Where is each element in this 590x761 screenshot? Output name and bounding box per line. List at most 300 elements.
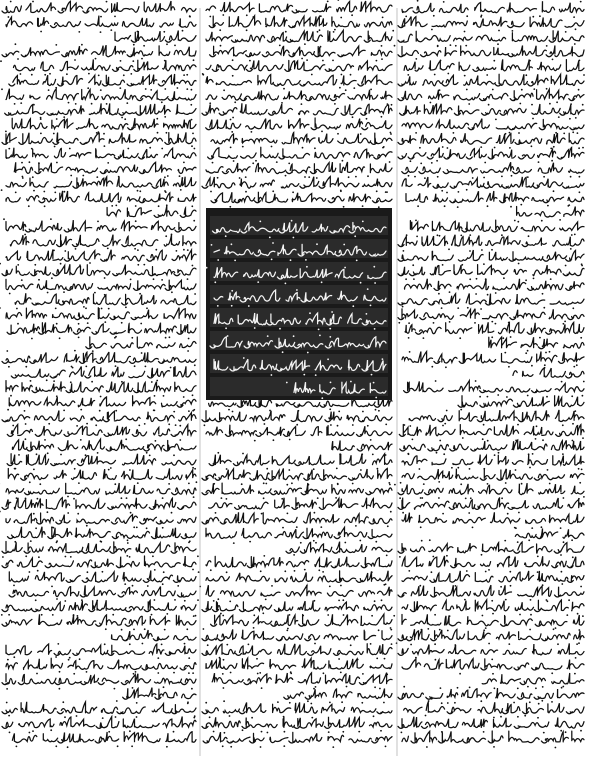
script-dot [572, 556, 574, 558]
script-dot [50, 218, 52, 220]
script-dot [22, 176, 24, 178]
script-dot [537, 717, 539, 719]
script-dot [100, 396, 102, 398]
script-dot [572, 440, 574, 442]
script-dot [220, 613, 222, 615]
script-dot [7, 659, 9, 661]
script-dot [145, 88, 147, 90]
script-dot [408, 337, 410, 339]
script-dot [553, 628, 555, 630]
script-dot [510, 585, 512, 587]
script-dot [104, 643, 106, 645]
script-dot [17, 264, 19, 266]
script-dot [314, 147, 316, 149]
script-dot [487, 294, 489, 296]
script-dot [339, 87, 341, 89]
script-dot [277, 701, 279, 703]
script-dot [313, 468, 315, 470]
script-dot [120, 60, 122, 62]
script-dot [485, 627, 487, 629]
script-dot [165, 337, 167, 339]
script-dot [341, 74, 343, 76]
script-dot [311, 717, 313, 719]
script-dot [543, 176, 545, 178]
script-dot [143, 45, 145, 47]
script-dot [114, 16, 116, 18]
script-dot [374, 600, 376, 602]
script-dot [139, 190, 141, 192]
script-dot [60, 454, 62, 456]
script-dot [550, 148, 552, 150]
script-dot [402, 512, 404, 514]
script-dot [288, 163, 290, 165]
script-dot [2, 556, 4, 558]
script-dot [524, 715, 526, 717]
script-dot [447, 147, 449, 149]
script-dot [255, 160, 257, 162]
script-dot [352, 483, 354, 485]
script-dot [290, 259, 292, 261]
script-dot [543, 307, 545, 309]
script-dot [571, 234, 573, 236]
script-dot [565, 731, 567, 733]
script-dot [390, 627, 392, 629]
script-dot [346, 686, 348, 688]
script-dot [440, 687, 442, 689]
script-dot [580, 586, 582, 588]
script-dot [133, 673, 135, 675]
script-dot [547, 469, 549, 471]
script-dot [306, 266, 308, 268]
script-dot [547, 205, 549, 207]
script-dot [453, 132, 455, 134]
script-dot [551, 701, 553, 703]
script-dot [459, 337, 461, 339]
script-dot [537, 556, 539, 558]
script-dot [308, 176, 310, 178]
script-dot [179, 175, 181, 177]
script-dot [394, 45, 396, 47]
script-dot [340, 672, 342, 674]
script-dot [480, 700, 482, 702]
script-dot [83, 306, 85, 308]
script-dot [226, 468, 228, 470]
script-dot [186, 88, 188, 90]
script-dot [289, 439, 291, 441]
script-dot [147, 585, 149, 587]
script-dot [576, 643, 578, 645]
script-dot [403, 686, 405, 688]
script-dot [408, 322, 410, 324]
script-dot [169, 336, 171, 338]
script-dot [279, 328, 281, 330]
script-dot [281, 102, 283, 104]
script-dot [542, 293, 544, 295]
script-dot [582, 395, 584, 397]
script-dot [525, 279, 527, 281]
script-dot [517, 424, 519, 426]
script-dot [230, 119, 232, 121]
script-dot [156, 380, 158, 382]
script-dot [362, 411, 364, 413]
script-dot [460, 409, 462, 411]
script-dot [87, 87, 89, 89]
script-dot [25, 423, 27, 425]
script-dot [133, 526, 135, 528]
script-dot [338, 658, 340, 660]
script-dot [536, 425, 538, 427]
script-dot [75, 103, 77, 105]
script-dot [309, 312, 311, 314]
pull-quote-band [210, 262, 388, 281]
script-dot [285, 283, 287, 285]
script-dot [538, 161, 540, 163]
script-dot [353, 87, 355, 89]
script-dot [508, 643, 510, 645]
script-dot [217, 305, 219, 307]
script-dot [521, 483, 523, 485]
script-dot [204, 424, 206, 426]
script-dot [310, 703, 312, 705]
script-dot [337, 133, 339, 135]
script-dot [419, 147, 421, 149]
script-dot [8, 715, 10, 717]
script-dot [472, 527, 474, 529]
script-dot [461, 264, 463, 266]
script-dot [482, 615, 484, 617]
script-dot [420, 163, 422, 165]
script-dot [561, 381, 563, 383]
script-dot [249, 541, 251, 543]
script-dot [436, 452, 438, 454]
script-dot [340, 585, 342, 587]
script-dot [38, 279, 40, 281]
script-dot [559, 219, 561, 221]
script-dot [75, 248, 77, 250]
script-dot [577, 132, 579, 134]
script-dot [146, 307, 148, 309]
script-dot [307, 352, 309, 354]
script-dot [327, 614, 329, 616]
script-dot [103, 133, 105, 135]
script-dot [47, 292, 49, 294]
script-dot [438, 497, 440, 499]
script-dot [77, 513, 79, 515]
script-dot [505, 599, 507, 601]
script-dot [291, 220, 293, 222]
script-dot [485, 571, 487, 573]
script-dot [501, 234, 503, 236]
script-dot [20, 73, 22, 75]
script-dot [141, 58, 143, 60]
script-dot [248, 305, 250, 307]
script-dot [315, 374, 317, 376]
script-dot [33, 513, 35, 515]
script-dot [410, 644, 412, 646]
script-dot [563, 133, 565, 135]
script-dot [491, 336, 493, 338]
script-dot [562, 686, 564, 688]
script-dot [161, 148, 163, 150]
script-dot [127, 148, 129, 150]
script-dot [565, 265, 567, 267]
script-dot [166, 204, 168, 206]
script-dot [193, 59, 195, 61]
script-dot [315, 686, 317, 688]
script-dot [167, 175, 169, 177]
script-dot [537, 571, 539, 573]
script-dot [123, 74, 125, 76]
script-dot [194, 364, 196, 366]
script-dot [1, 88, 3, 90]
script-dot [455, 585, 457, 587]
script-dot [327, 358, 329, 360]
script-dot [29, 571, 31, 573]
script-dot [76, 715, 78, 717]
script-dot [319, 29, 321, 31]
script-dot [53, 380, 55, 382]
script-dot [438, 481, 440, 483]
script-dot [222, 673, 224, 675]
script-dot [551, 160, 553, 162]
script-dot [329, 328, 331, 330]
script-dot [229, 715, 231, 717]
script-dot [509, 147, 511, 149]
script-dot [64, 250, 66, 252]
script-dot [183, 162, 185, 164]
script-dot [183, 249, 185, 251]
script-dot [139, 293, 141, 295]
script-dot [434, 643, 436, 645]
script-dot [78, 482, 80, 484]
script-dot [468, 512, 470, 514]
script-dot [362, 221, 364, 223]
script-dot [87, 322, 89, 324]
script-dot [97, 221, 99, 223]
script-dot [267, 335, 269, 337]
pull-quote-band [210, 308, 388, 327]
script-dot [531, 104, 533, 106]
script-dot [251, 131, 253, 133]
script-dot [164, 116, 166, 118]
script-dot [173, 454, 175, 456]
script-dot [426, 746, 428, 748]
script-dot [261, 731, 263, 733]
script-dot [47, 511, 49, 513]
script-dot [400, 482, 402, 484]
script-dot [141, 352, 143, 354]
script-dot [16, 746, 18, 748]
script-dot [136, 702, 138, 704]
script-dot [442, 264, 444, 266]
script-dot [431, 29, 433, 31]
script-dot [210, 191, 212, 193]
script-dot [225, 235, 227, 237]
script-dot [557, 643, 559, 645]
script-dot [350, 74, 352, 76]
script-dot [219, 29, 221, 31]
script-dot [85, 307, 87, 309]
script-dot [510, 336, 512, 338]
script-dot [514, 220, 516, 222]
script-dot [481, 15, 483, 17]
script-dot [104, 277, 106, 279]
script-dot [407, 453, 409, 455]
script-dot [572, 131, 574, 133]
script-dot [188, 483, 190, 485]
script-dot [158, 205, 160, 207]
script-dot [553, 146, 555, 148]
script-dot [529, 629, 531, 631]
script-dot [494, 687, 496, 689]
script-dot [360, 469, 362, 471]
script-dot [223, 700, 225, 702]
script-dot [29, 732, 31, 734]
script-dot [465, 45, 467, 47]
script-dot [6, 688, 8, 690]
script-dot [491, 659, 493, 661]
script-dot [285, 175, 287, 177]
script-dot [25, 366, 27, 368]
script-dot [431, 571, 433, 573]
script-dot [321, 131, 323, 133]
script-dot [225, 327, 227, 329]
script-dot [21, 162, 23, 164]
script-dot [121, 117, 123, 119]
script-dot [104, 145, 106, 147]
script-dot [574, 43, 576, 45]
script-dot [242, 146, 244, 148]
script-dot [399, 497, 401, 499]
script-dot [130, 279, 132, 281]
script-dot [179, 439, 181, 441]
script-dot [233, 542, 235, 544]
script-dot [317, 497, 319, 499]
script-dot [30, 380, 32, 382]
script-dot [573, 16, 575, 18]
script-dot [306, 59, 308, 61]
script-dot [44, 205, 46, 207]
script-dot [579, 176, 581, 178]
script-dot [116, 700, 118, 702]
script-dot [498, 30, 500, 32]
script-dot [154, 395, 156, 397]
script-dot [517, 688, 519, 690]
script-dot [443, 453, 445, 455]
script-dot [575, 28, 577, 30]
script-dot [322, 571, 324, 573]
script-dot [380, 730, 382, 732]
script-dot [55, 745, 57, 747]
script-dot [54, 192, 56, 194]
script-dot [115, 365, 117, 367]
script-dot [486, 74, 488, 76]
script-dot [21, 279, 23, 281]
script-dot [413, 278, 415, 280]
script-dot [329, 586, 331, 588]
script-dot [188, 672, 190, 674]
script-dot [231, 305, 233, 307]
script-dot [8, 366, 10, 368]
script-dot [212, 162, 214, 164]
script-dot [541, 526, 543, 528]
script-dot [480, 146, 482, 148]
script-dot [279, 45, 281, 47]
script-dot [376, 658, 378, 660]
script-dot [581, 469, 583, 471]
script-dot [189, 540, 191, 542]
script-dot [106, 103, 108, 105]
script-dot [32, 1, 34, 3]
script-dot [271, 585, 273, 587]
script-dot [262, 612, 264, 614]
script-dot [408, 570, 410, 572]
script-dot [273, 439, 275, 441]
script-dot [488, 104, 490, 106]
script-dot [224, 732, 226, 734]
script-dot [415, 220, 417, 222]
script-dot [466, 15, 468, 17]
script-dot [398, 322, 400, 324]
script-dot [135, 220, 137, 222]
script-dot [127, 539, 129, 541]
script-dot [14, 103, 16, 105]
script-dot [31, 338, 33, 340]
script-dot [263, 555, 265, 557]
script-dot [566, 614, 568, 616]
script-dot [573, 366, 575, 368]
script-dot [544, 364, 546, 366]
script-dot [370, 643, 372, 645]
script-dot [531, 365, 533, 367]
script-dot [192, 672, 194, 674]
script-dot [193, 496, 195, 498]
script-dot [91, 103, 93, 105]
script-dot [107, 248, 109, 250]
script-dot [314, 643, 316, 645]
script-dot [469, 250, 471, 252]
script-dot [517, 541, 519, 543]
script-dot [78, 337, 80, 339]
script-dot [476, 278, 478, 280]
script-dot [509, 571, 511, 573]
script-dot [437, 234, 439, 236]
script-dot [583, 381, 585, 383]
script-dot [545, 352, 547, 354]
script-dot [182, 30, 184, 32]
script-dot [187, 350, 189, 352]
script-dot [475, 293, 477, 295]
script-dot [214, 281, 216, 283]
script-dot [100, 540, 102, 542]
script-dot [1, 189, 3, 191]
script-dot [187, 278, 189, 280]
script-dot [15, 43, 17, 45]
script-dot [399, 556, 401, 558]
script-dot [352, 424, 354, 426]
script-dot [223, 89, 225, 91]
script-dot [9, 293, 11, 295]
script-dot [528, 235, 530, 237]
script-dot [6, 350, 8, 352]
script-dot [519, 614, 521, 616]
script-dot [579, 191, 581, 193]
script-dot [457, 467, 459, 469]
script-dot [60, 263, 62, 265]
script-dot [562, 424, 564, 426]
script-dot [17, 323, 19, 325]
script-dot [134, 365, 136, 367]
